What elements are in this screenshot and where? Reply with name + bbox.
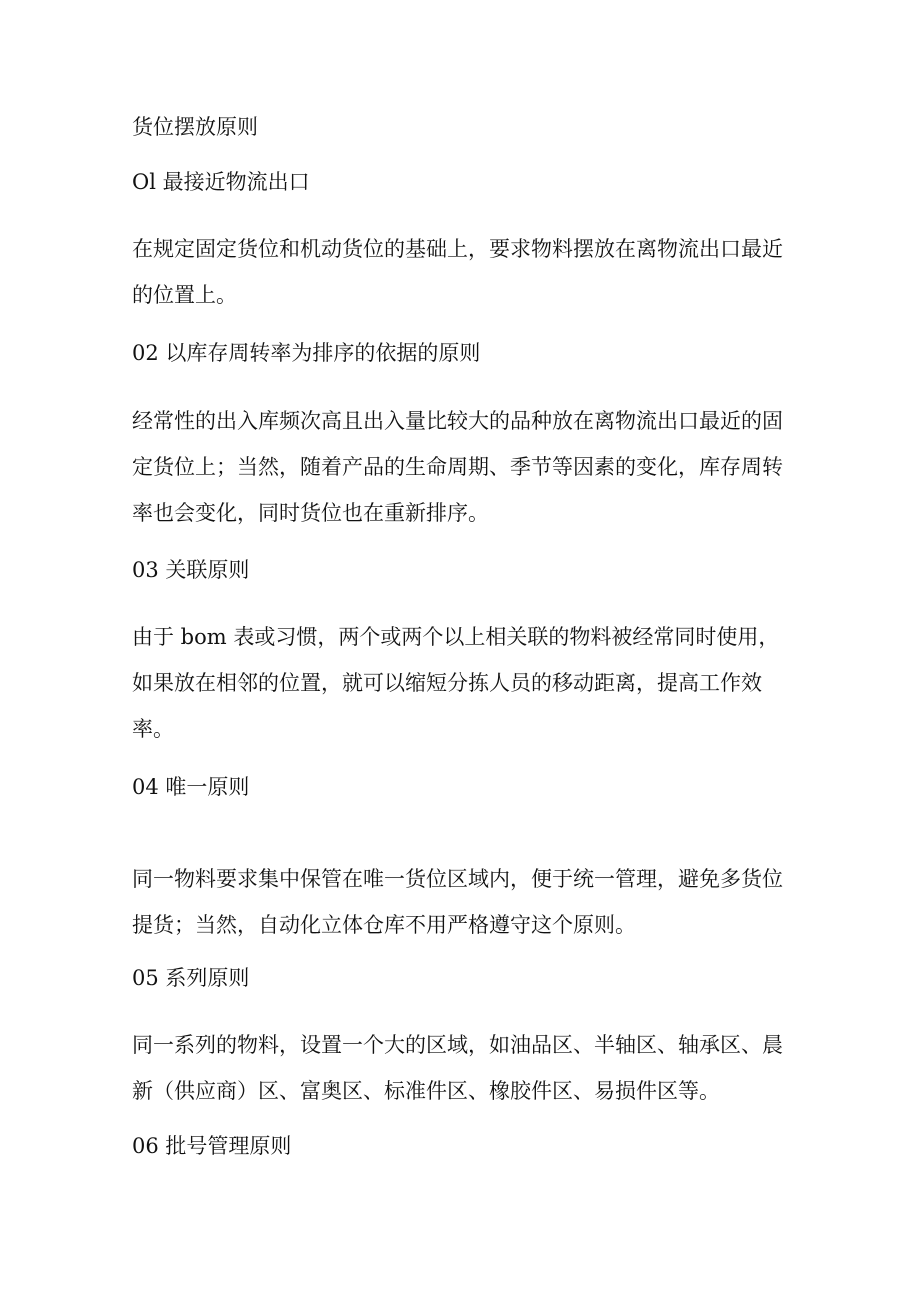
section-heading-03: 03 关联原则 <box>132 558 250 582</box>
section-body-01: 在规定固定货位和机动货位的基础上，要求物料摆放在离物流出口最近的位置上。 <box>132 237 783 307</box>
section-body-02: 经常性的出入库频次高且出入量比较大的品种放在离物流出口最近的固定货位上；当然，随着产品的生命周期、季节等因素的变化，库存周转率也会变化，同时货位也在重新排序。 <box>132 409 783 525</box>
section-body-05: 同一系列的物料，设置一个大的区域，如油品区、半轴区、轴承区、晨新（供应商）区、富奥区、标准件区、橡胶件区、易损件区等。 <box>132 1033 783 1103</box>
section-heading-06: 06 批号管理原则 <box>132 1134 292 1158</box>
section-heading-01: Ol 最接近物流出口 <box>132 170 310 194</box>
section-heading-05: 05 系列原则 <box>132 966 250 990</box>
section-body-04: 同一物料要求集中保管在唯一货位区域内，便于统一管理，避免多货位提货；当然，自动化立体仓库不用严格遵守这个原则。 <box>132 867 783 937</box>
section-heading-02: 02 以库存周转率为排序的依据的原则 <box>132 341 481 365</box>
section-heading-04: 04 唯一原则 <box>132 775 250 799</box>
document-title: 货位摆放原则 <box>132 115 258 139</box>
section-body-03: 由于 bom 表或习惯，两个或两个以上相关联的物料被经常同时使用，如果放在相邻的位置，就可以缩短分拣人员的移动距离，提高工作效率。 <box>132 625 780 741</box>
